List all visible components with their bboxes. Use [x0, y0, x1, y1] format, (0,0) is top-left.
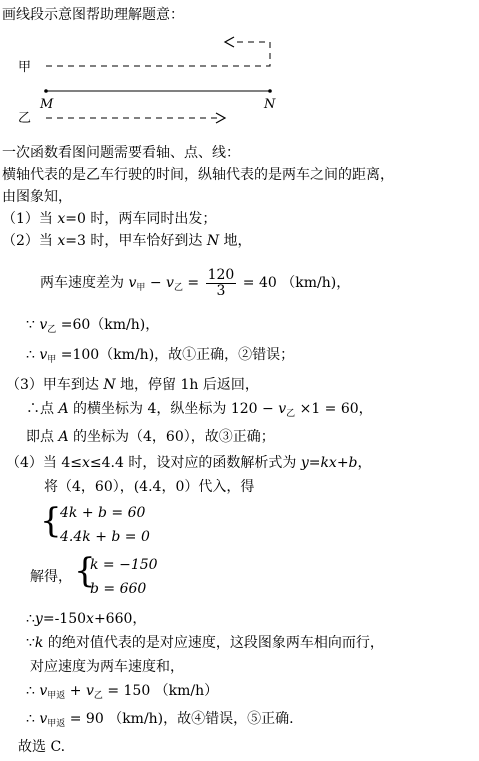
k-meaning: ∵k 的绝对值代表的是对应速度，这段图象两车相向而行， [26, 635, 384, 651]
speed-difference-equation: 两车速度差为 $v_甲 - v_乙$ = $\frac{120}{3}$ = 40 （km/h)， [40, 266, 351, 299]
system-brace-1: { [40, 501, 62, 541]
function-result: ∴y=-150x+660， [26, 611, 147, 627]
label-n: N [264, 97, 276, 112]
para-axis-point-line: 一次函数看图问题需要看轴、点、线： [2, 145, 240, 161]
final-answer: 故选 C. [18, 739, 66, 755]
step-4: （4）当 4≤x≤4.4 时，设对应的函数解析式为 y=kx+b， [6, 455, 372, 471]
intro-text: 画线段示意图帮助理解题意： [2, 7, 184, 23]
step-3-point-a: 即点 A 的坐标为（4，60），故③正确； [26, 429, 275, 445]
solution-b: b = 660 [90, 581, 147, 597]
system-brace-2: { [74, 551, 96, 591]
relative-speed-text: 对应速度为两车速度和， [30, 659, 184, 675]
label-m: M [40, 97, 54, 112]
point-n [268, 89, 272, 93]
system-1-eq-1: 4k + b = 60 [60, 505, 146, 521]
since-v-yi: ∵ $v_乙 =60(km/h)$， [26, 317, 160, 335]
line-segment-diagram [0, 30, 300, 130]
point-m [44, 89, 48, 93]
step-3-coordinates: ∴点 A 的横坐标为 4，纵坐标为 $120 - v_乙 \times 1 = 60$， [26, 401, 373, 419]
return-speed-equation: ∴ $v_{甲返} = 90$ （km/h)，故④错误，⑤正确. [26, 711, 294, 729]
thus-v-jia: ∴ $v_甲 =100(km/h)$，故①正确，②错误； [26, 347, 295, 365]
step-1: （1）当 x=0 时，两车同时出发； [2, 211, 217, 227]
step-2: （2）当 x=3 时，甲车恰好到达 N 地， [2, 233, 252, 249]
speed-sum-equation: ∴ $v_{甲返} + v_乙 = 150$ （km/h） [26, 683, 219, 701]
para-from-graph: 由图象知， [2, 189, 72, 205]
label-yi: 乙 [18, 111, 32, 126]
fraction-120-over-3: $\frac{120}{3}$ [207, 266, 235, 299]
solution-k: k = −150 [90, 557, 158, 573]
jia-arrow-icon [225, 37, 234, 47]
step-3: （3）甲车到达 N 地，停留 1h 后返回， [6, 377, 259, 393]
yi-arrow-icon [216, 113, 225, 123]
step-4-substitute: 将（4，60），(4.4，0）代入，得 [44, 479, 255, 495]
jia-route-line [46, 42, 270, 66]
solve-label: 解得， [30, 569, 72, 585]
label-jia: 甲 [18, 60, 32, 75]
para-axis-meaning: 横轴代表的是乙车行驶的时间，纵轴代表的是两车之间的距离， [2, 167, 394, 183]
system-1-eq-2: 4.4k + b = 0 [60, 529, 150, 545]
